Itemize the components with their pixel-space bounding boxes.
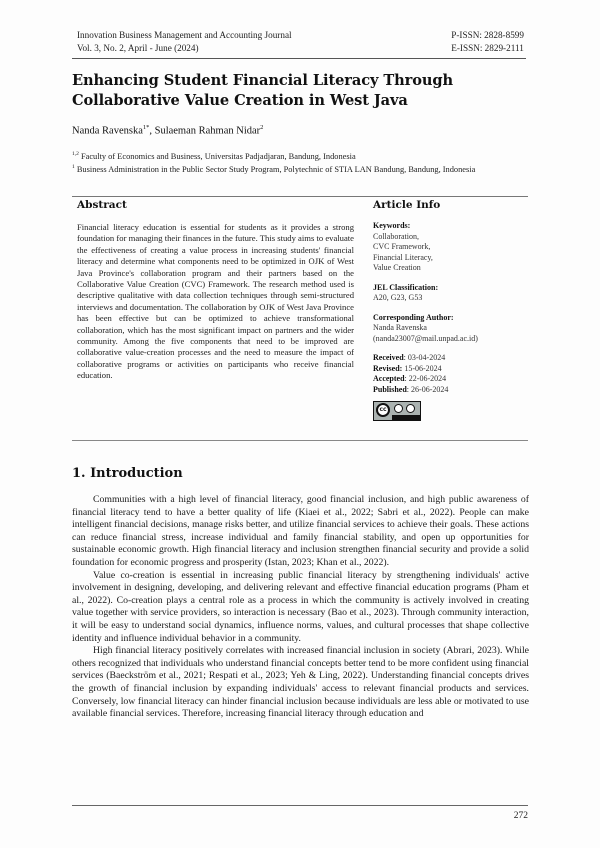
journal-name: Innovation Business Management and Accounting Journal xyxy=(77,30,292,40)
keyword: Collaboration, xyxy=(373,231,419,241)
author-separator: , xyxy=(149,125,155,137)
affiliation-text: Faculty of Economics and Business, Universitas Padjadjaran, Bandung, Indonesia xyxy=(78,151,356,161)
affiliation-text: Business Administration in the Public Sector Study Program, Polytechnic of STIA LAN Bandung, Bandung, Indonesia xyxy=(74,165,476,175)
footer-rule xyxy=(72,805,528,806)
cc-icon: cc xyxy=(376,403,390,417)
affiliation xyxy=(72,149,532,162)
article-info-heading: Article Info xyxy=(373,199,441,211)
keyword: Value Creation xyxy=(373,263,421,272)
author-name: Nanda Ravenska xyxy=(72,125,143,137)
jel-codes: A20, G23, G53 xyxy=(373,293,423,302)
corresponding-label: Corresponding Author: xyxy=(373,312,454,322)
corresponding-author-group xyxy=(373,313,533,345)
paragraph: Communities with a high level of financial literacy, good financial inclusion, and high public awareness of financial literacy tend to have a better quality of life (Kiaei et al., 2022; Sabri et al., 2022). People can make intelligent financial decisions, manage risks better, and utilize financial services to achieve their goals. These actions can reduce financial stress, increase individual and family financial stability, and open up opportunities for sustainable economic growth. High financial literacy and inclusion strengthen financial security and provide a solid foundation for economic progress and prosperity (Istan, 2023; Khan et al., 2022). xyxy=(72,494,529,568)
article-dates xyxy=(373,353,533,395)
abstract-section xyxy=(77,198,354,382)
date-sep: : xyxy=(404,374,409,384)
abstract-heading: Abstract xyxy=(77,199,127,211)
date-label: Revised: xyxy=(373,363,403,373)
e-issn: E-ISSN: 2829-2111 xyxy=(451,43,524,53)
jel-group xyxy=(373,283,533,304)
introduction-heading: 1. Introduction xyxy=(72,466,183,481)
paragraph: Value co-creation is essential in increasing public financial literacy by strengthening individuals' active involvement in designing, developing, and delivering relevant and effective financial education programs (Pham et al., 2022). Co-creation plays a central role as a process in which the community is actively involved in creating value together with service providers, so interaction is necessary (Bao et al., 2023). Through community interaction, it will be easy to understand social dynamics, influence norms, values, and cultural processes that shape collective identity and influence individual behavior in a community. xyxy=(72,569,529,644)
date-received xyxy=(373,353,533,364)
author-name: Sulaeman Rahman Nidar xyxy=(154,125,261,137)
date-label: Accepted xyxy=(373,374,405,384)
date-value: 22-06-2024 xyxy=(408,374,447,384)
affiliation xyxy=(72,162,532,175)
affiliation-marker: 1,2 xyxy=(72,151,79,157)
keywords-group xyxy=(373,221,533,274)
author-list xyxy=(72,124,263,137)
journal-info xyxy=(77,29,292,55)
jel-label: JEL Classification: xyxy=(373,282,439,292)
paper-title: Enhancing Student Financial Literacy Through Collaborative Value Creation in West Java xyxy=(72,72,453,109)
article-info-section xyxy=(373,198,533,421)
date-sep: : xyxy=(403,353,408,362)
date-label: Received xyxy=(373,353,404,362)
paragraph: High financial literacy positively correlates with increased financial inclusion in society (Abrari, 2023). While others recognized that individuals who understand financial concepts better tend to be more confident using financial services (Baeckström et al., 2021; Respati et al., 2023; Yeh & Ling, 2022). Understanding financial concepts drives the growth of financial inclusion by expanding individuals' access to relevant financial products and services. Conversely, low financial literacy can hinder financial inclusion because individuals are less able or motivated to use available financial services. Therefore, increasing financial literacy through education and xyxy=(72,645,529,720)
corresponding-name: Nanda Ravenska xyxy=(373,323,427,332)
date-value: 03-04-2024 xyxy=(407,353,446,362)
page-number: 272 xyxy=(513,811,528,821)
keywords-label: Keywords: xyxy=(373,221,411,230)
author-affil-marker: 1* xyxy=(142,124,150,131)
date-accepted xyxy=(373,374,533,385)
date-sep: : xyxy=(406,384,412,394)
affiliation-marker: 1 xyxy=(72,164,75,171)
abstract-box-bottom-rule xyxy=(72,440,528,441)
introduction-body xyxy=(72,494,529,721)
date-value: 26-06-2024 xyxy=(411,384,449,394)
keyword: Financial Literacy, xyxy=(373,252,433,262)
affiliations xyxy=(72,149,532,176)
date-revised xyxy=(373,364,533,375)
running-head xyxy=(72,28,526,59)
abstract-text: Financial literacy education is essential for students as it provides a strong foundation for managing their finances in the future. This study aims to evaluate the effectiveness of creating a value process in increasing students' financial literacy and determine what components need to be optimized in OJK of West Java Province's collaboration program and their partners based on the Collaborative Value Creation (CVC) Framework. The research method used is descriptive qualitative with data collection techniques through semi-structured interviews and documentation. The collaboration by OJK of West Java Province has been effective but can be optimized to achieve transformational collaboration, which has the most significant impact on partners and the wider community. Among the five components that need to be improved are collaborative value-creation processes and the need to measure the impact of collaborative programs or activities on participants who receive financial education. xyxy=(77,222,354,381)
date-value: 15-06-2024 xyxy=(404,363,442,373)
cc-by-nc-license-icon[interactable] xyxy=(373,401,421,421)
abstract-box-top-rule xyxy=(72,196,528,197)
keyword: CVC Framework, xyxy=(373,242,431,251)
journal-issue: Vol. 3, No. 2, April - June (2024) xyxy=(77,43,199,53)
author-affil-marker: 2 xyxy=(260,124,264,131)
noncommercial-icon xyxy=(406,404,415,413)
issn-info xyxy=(451,29,524,55)
date-published xyxy=(373,385,533,396)
date-label: Published xyxy=(373,384,407,394)
attribution-icon xyxy=(394,404,403,413)
p-issn: P-ISSN: 2828-8599 xyxy=(451,30,524,40)
corresponding-email[interactable]: (nanda23007@mail.unpad.ac.id) xyxy=(373,333,478,343)
license-strip xyxy=(392,415,420,420)
